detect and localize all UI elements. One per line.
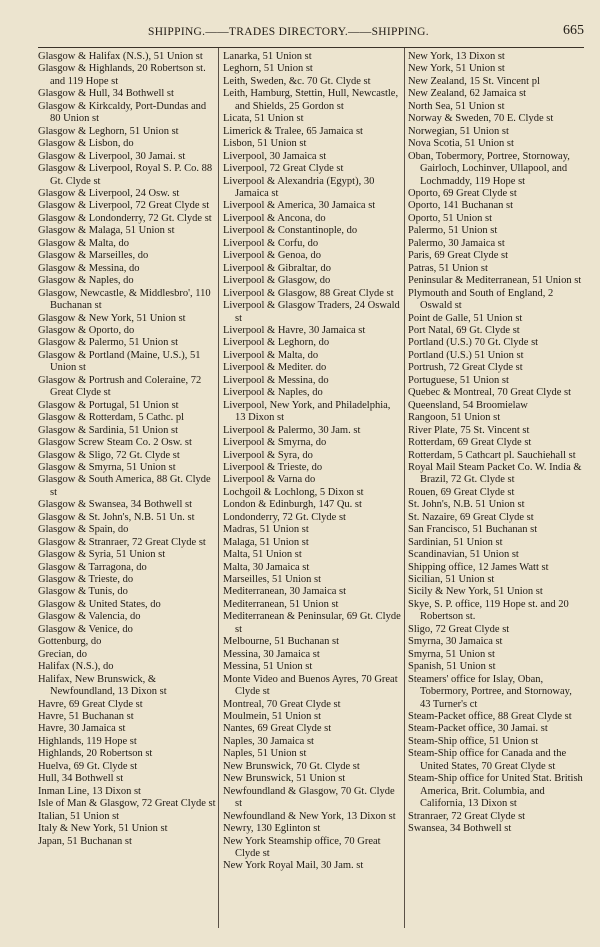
directory-column-2 bbox=[223, 51, 401, 931]
directory-entry: Newfoundland & New York, 13 Dixon st bbox=[223, 810, 396, 822]
directory-entry: Glasgow & Sardinia, 51 Union st bbox=[38, 424, 178, 436]
directory-entry: Glasgow & Palermo, 51 Union st bbox=[38, 337, 178, 349]
directory-entry: Huelva, 69 Gt. Clyde st bbox=[38, 760, 138, 772]
directory-entry: Liverpool & Gibraltar, do bbox=[223, 262, 332, 274]
directory-entry: Glasgow & St. John's, N.B. 51 Un. st bbox=[38, 511, 195, 523]
header-rule bbox=[38, 47, 584, 48]
directory-entry: Liverpool, New York, and Philadelphia, 13 Dixon st bbox=[223, 399, 391, 424]
directory-entry: Liverpool, 30 Jamaica st bbox=[223, 150, 327, 162]
directory-entry: Highlands, 119 Hope st bbox=[38, 735, 137, 747]
directory-entry: Liverpool & Trieste, do bbox=[223, 461, 323, 473]
directory-entry: Nova Scotia, 51 Union st bbox=[408, 138, 514, 150]
directory-entry: Halifax, New Brunswick, & Newfoundland, 13 Dixon st bbox=[38, 673, 167, 698]
directory-entry: Palermo, 30 Jamaica st bbox=[408, 237, 505, 249]
directory-entry: Glasgow & Tunis, do bbox=[38, 586, 128, 598]
directory-entry: Steam-Ship office for Canada and the United States, 70 Great Clyde st bbox=[408, 748, 567, 772]
directory-entry: Glasgow & Sligo, 72 Gt. Clyde st bbox=[38, 449, 180, 461]
directory-entry: Glasgow & South America, 88 Gt. Clyde st bbox=[38, 474, 211, 498]
directory-entry: Lochgoil & Lochlong, 5 Dixon st bbox=[223, 486, 364, 498]
directory-entry: New Brunswick, 51 Union st bbox=[223, 773, 346, 785]
directory-entry: Portland (U.S.) 51 Union st bbox=[408, 349, 524, 361]
directory-entry: Oban, Tobermory, Portree, Stornoway, Gairloch, Lochinver, Ullapool, and Lochmaddy, 119 Hope st bbox=[408, 150, 570, 187]
directory-entry: Glasgow & Halifax (N.S.), 51 Union st bbox=[38, 51, 203, 62]
directory-entry: Liverpool & Malta, do bbox=[223, 349, 319, 361]
directory-entry: Liverpool & Smyrna, do bbox=[223, 437, 327, 449]
directory-entry: Paris, 69 Great Clyde st bbox=[408, 250, 509, 262]
directory-entry: Melbourne, 51 Buchanan st bbox=[223, 636, 340, 648]
directory-entry: Messina, 51 Union st bbox=[223, 661, 313, 673]
directory-entry: Portland (U.S.) 70 Gt. Clyde st bbox=[408, 337, 539, 349]
directory-entry: New York Steamship office, 70 Great Clyde st bbox=[223, 835, 381, 859]
directory-entry: Glasgow & Trieste, do bbox=[38, 574, 134, 586]
directory-entry: Licata, 51 Union st bbox=[223, 113, 304, 125]
directory-entry: Smyrna, 30 Jamaica st bbox=[408, 636, 503, 648]
directory-entry: Highlands, 20 Robertson st bbox=[38, 748, 153, 760]
directory-entry: Japan, 51 Buchanan st bbox=[38, 835, 132, 847]
directory-entry: New Zealand, 62 Jamaica st bbox=[408, 88, 527, 100]
directory-entry: Liverpool & Corfu, do bbox=[223, 237, 319, 249]
directory-entry: St. John's, N.B. 51 Union st bbox=[408, 499, 525, 511]
directory-entry: New Zealand, 15 St. Vincent pl bbox=[408, 75, 540, 87]
directory-entry: Quebec & Montreal, 70 Great Clyde st bbox=[408, 387, 571, 399]
directory-entry: Queensland, 54 Broomielaw bbox=[408, 399, 528, 411]
directory-entry: Glasgow & Oporto, do bbox=[38, 324, 135, 336]
directory-entry: Leith, Sweden, &c. 70 Gt. Clyde st bbox=[223, 75, 371, 87]
directory-entry: Lisbon, 51 Union st bbox=[223, 138, 307, 150]
directory-entry: Rotterdam, 5 Cathcart pl. Sauchiehall st bbox=[408, 449, 576, 461]
directory-entry: Nantes, 69 Great Clyde st bbox=[223, 723, 332, 735]
directory-entry: Mediterranean, 51 Union st bbox=[223, 598, 339, 610]
directory-entry: Glasgow & Venice, do bbox=[38, 623, 133, 635]
directory-entry: Portuguese, 51 Union st bbox=[408, 374, 509, 386]
directory-entry: New York, 51 Union st bbox=[408, 63, 505, 75]
directory-entry: Monte Video and Buenos Ayres, 70 Great Clyde st bbox=[223, 673, 398, 698]
directory-entry: Patras, 51 Union st bbox=[408, 262, 488, 274]
directory-entry: Liverpool & America, 30 Jamaica st bbox=[223, 200, 376, 212]
directory-entry: Skye, S. P. office, 119 Hope st. and 20 Robertson st. bbox=[408, 598, 569, 623]
directory-entry: Glasgow & Rotterdam, 5 Cathc. pl bbox=[38, 412, 185, 424]
directory-entry: Glasgow & Swansea, 34 Bothwell st bbox=[38, 499, 192, 511]
directory-entry: Liverpool & Messina, do bbox=[223, 374, 329, 386]
directory-entry: Steam-Packet office, 30 Jamai. st bbox=[408, 723, 548, 735]
directory-entry: Liverpool & Genoa, do bbox=[223, 250, 321, 262]
directory-entry: Leghorn, 51 Union st bbox=[223, 63, 313, 75]
directory-entry: Steam-Ship office, 51 Union st bbox=[408, 735, 539, 747]
directory-entry: Smyrna, 51 Union st bbox=[408, 648, 495, 660]
running-header bbox=[38, 24, 584, 42]
directory-entry: Glasgow & Marseilles, do bbox=[38, 250, 149, 262]
directory-entry: Madras, 51 Union st bbox=[223, 524, 309, 536]
directory-entry: Swansea, 34 Bothwell st bbox=[408, 823, 512, 835]
directory-entry: Liverpool & Constantinople, do bbox=[223, 225, 358, 237]
directory-entry: Steam-Packet office, 88 Great Clyde st bbox=[408, 711, 572, 723]
directory-entry: Stranraer, 72 Great Clyde st bbox=[408, 810, 526, 822]
directory-entry: Glasgow & Portugal, 51 Union st bbox=[38, 399, 179, 411]
directory-entry: Glasgow & Liverpool, Royal S. P. Co. 88 Gt. Clyde st bbox=[38, 163, 213, 187]
directory-entry: Malta, 30 Jamaica st bbox=[223, 561, 310, 573]
directory-entry: Gottenburg, do bbox=[38, 636, 102, 648]
directory-entry: Liverpool & Palermo, 30 Jam. st bbox=[223, 424, 361, 436]
directory-entry: Malaga, 51 Union st bbox=[223, 536, 309, 548]
directory-entry: Oporto, 141 Buchanan st bbox=[408, 200, 513, 212]
directory-entry: Royal Mail Steam Packet Co. W. India & Brazil, 72 Gt. Clyde st bbox=[408, 461, 582, 486]
directory-entry: Glasgow & New York, 51 Union st bbox=[38, 312, 186, 324]
directory-entry: Norway & Sweden, 70 E. Clyde st bbox=[408, 113, 554, 125]
directory-entry: Oporto, 51 Union st bbox=[408, 212, 492, 224]
directory-entry: Glasgow & Leghorn, 51 Union st bbox=[38, 125, 179, 137]
directory-entry: Glasgow & Londonderry, 72 Gt. Clyde st bbox=[38, 212, 212, 224]
directory-entry: Glasgow & Naples, do bbox=[38, 275, 134, 287]
directory-entry: Glasgow & Messina, do bbox=[38, 262, 140, 274]
directory-entry: Glasgow & Spain, do bbox=[38, 524, 129, 536]
directory-entry: Glasgow & Kirkcaldy, Port-Dundas and 80 Union st bbox=[38, 100, 207, 125]
directory-entry: Norwegian, 51 Union st bbox=[408, 125, 509, 137]
directory-entry: Glasgow & Stranraer, 72 Great Clyde st bbox=[38, 536, 206, 548]
directory-entry: Liverpool & Alexandria (Egypt), 30 Jamaica st bbox=[223, 175, 375, 199]
directory-entry: Moulmein, 51 Union st bbox=[223, 711, 322, 723]
directory-entry: Isle of Man & Glasgow, 72 Great Clyde st bbox=[38, 798, 216, 810]
directory-entry: Naples, 30 Jamaica st bbox=[223, 735, 314, 747]
directory-entry: Liverpool & Glasgow, do bbox=[223, 275, 331, 287]
directory-entry: Glasgow & Smyrna, 51 Union st bbox=[38, 461, 176, 473]
directory-entry: Hull, 34 Bothwell st bbox=[38, 773, 124, 785]
page-title: SHIPPING.——TRADES DIRECTORY.——SHIPPING. bbox=[148, 26, 429, 38]
column-divider bbox=[404, 48, 405, 928]
directory-entry: Plymouth and South of England, 2 Oswald st bbox=[408, 287, 554, 312]
directory-entry: Peninsular & Mediterranean, 51 Union st bbox=[408, 275, 582, 287]
directory-entry: Sicily & New York, 51 Union st bbox=[408, 586, 543, 598]
directory-entry: Spanish, 51 Union st bbox=[408, 661, 496, 673]
directory-entry: Port Natal, 69 Gt. Clyde st bbox=[408, 324, 520, 336]
directory-entry: Londonderry, 72 Gt. Clyde st bbox=[223, 511, 346, 523]
directory-entry: Newry, 130 Eglinton st bbox=[223, 823, 321, 835]
directory-entry: Malta, 51 Union st bbox=[223, 549, 302, 561]
directory-entry: Glasgow & Portrush and Coleraine, 72 Great Clyde st bbox=[38, 374, 202, 399]
directory-entry: Scandinavian, 51 Union st bbox=[408, 549, 519, 561]
directory-entry: North Sea, 51 Union st bbox=[408, 100, 505, 112]
directory-entry: Shipping office, 12 James Watt st bbox=[408, 561, 549, 573]
directory-entry: Liverpool & Varna do bbox=[223, 474, 316, 486]
directory-column-1 bbox=[38, 51, 216, 931]
directory-entry: San Francisco, 51 Buchanan st bbox=[408, 524, 538, 536]
directory-entry: Montreal, 70 Great Clyde st bbox=[223, 698, 341, 710]
directory-entry: Rangoon, 51 Union st bbox=[408, 412, 501, 424]
directory-entry: Grecian, do bbox=[38, 648, 87, 660]
directory-entry: Glasgow & Hull, 34 Bothwell st bbox=[38, 88, 174, 100]
directory-entry: Palermo, 51 Union st bbox=[408, 225, 498, 237]
directory-entry: Havre, 69 Great Clyde st bbox=[38, 698, 143, 710]
directory-entry: Glasgow & Malta, do bbox=[38, 237, 129, 249]
directory-entry: Mediterranean & Peninsular, 69 Gt. Clyde st bbox=[223, 611, 401, 635]
directory-entry: Sicilian, 51 Union st bbox=[408, 574, 495, 586]
column-divider bbox=[218, 48, 219, 928]
directory-entry: Havre, 51 Buchanan st bbox=[38, 711, 134, 723]
directory-entry: Glasgow & Liverpool, 72 Great Clyde st bbox=[38, 200, 210, 212]
directory-entry: Glasgow & United States, do bbox=[38, 598, 161, 610]
directory-entry: Glasgow & Malaga, 51 Union st bbox=[38, 225, 175, 237]
directory-entry: New York Royal Mail, 30 Jam. st bbox=[223, 860, 364, 872]
directory-entry: Newfoundland & Glasgow, 70 Gt. Clyde st bbox=[223, 785, 395, 810]
directory-entry: Liverpool & Ancona, do bbox=[223, 212, 326, 224]
page-number: 665 bbox=[563, 23, 584, 38]
directory-entry: Liverpool & Glasgow Traders, 24 Oswald st bbox=[223, 300, 400, 324]
directory-entry: Glasgow Screw Steam Co. 2 Osw. st bbox=[38, 437, 192, 449]
directory-entry: Glasgow & Syria, 51 Union st bbox=[38, 549, 166, 561]
directory-entry: Glasgow & Valencia, do bbox=[38, 611, 141, 623]
directory-entry: Halifax (N.S.), do bbox=[38, 661, 114, 673]
directory-entry: Rouen, 69 Great Clyde st bbox=[408, 486, 515, 498]
directory-entry: Leith, Hamburg, Stettin, Hull, Newcastle, and Shields, 25 Gordon st bbox=[223, 88, 399, 112]
directory-entry: Glasgow & Liverpool, 24 Osw. st bbox=[38, 187, 180, 199]
directory-column-3 bbox=[408, 51, 584, 931]
directory-entry: Havre, 30 Jamaica st bbox=[38, 723, 126, 735]
directory-entry: Portrush, 72 Great Clyde st bbox=[408, 362, 523, 374]
directory-entry: Marseilles, 51 Union st bbox=[223, 574, 321, 586]
directory-entry: Liverpool, 72 Great Clyde st bbox=[223, 163, 344, 175]
directory-entry: Glasgow & Highlands, 20 Robertson st. and 119 Hope st bbox=[38, 63, 206, 87]
directory-entry: Steamers' office for Islay, Oban, Tobermory, Portree, and Stornoway, 43 Turner's ct bbox=[408, 673, 572, 710]
directory-entry: Naples, 51 Union st bbox=[223, 748, 307, 760]
directory-entry: Liverpool & Syra, do bbox=[223, 449, 313, 461]
directory-entry: Lanarka, 51 Union st bbox=[223, 51, 312, 62]
directory-entry: Rotterdam, 69 Great Clyde st bbox=[408, 437, 532, 449]
directory-entry: Mediterranean, 30 Jamaica st bbox=[223, 586, 347, 598]
directory-entry: River Plate, 75 St. Vincent st bbox=[408, 424, 530, 436]
directory-entry: Inman Line, 13 Dixon st bbox=[38, 785, 141, 797]
directory-entry: Liverpool & Naples, do bbox=[223, 387, 323, 399]
directory-entry: Steam-Ship office for United Stat. British America, Brit. Columbia, and California, 13 Dixon st bbox=[408, 773, 583, 810]
directory-entry: Limerick & Tralee, 65 Jamaica st bbox=[223, 125, 363, 137]
directory-entry: Glasgow & Tarragona, do bbox=[38, 561, 147, 573]
directory-entry: New York, 13 Dixon st bbox=[408, 51, 505, 62]
directory-entry: Glasgow & Liverpool, 30 Jamai. st bbox=[38, 150, 186, 162]
directory-entry: Glasgow, Newcastle, & Middlesbro', 110 Buchanan st bbox=[38, 287, 211, 312]
directory-entry: Glasgow & Lisbon, do bbox=[38, 138, 134, 150]
directory-entry: Sligo, 72 Great Clyde st bbox=[408, 623, 510, 635]
directory-entry: Point de Galle, 51 Union st bbox=[408, 312, 523, 324]
directory-entry: St. Nazaire, 69 Great Clyde st bbox=[408, 511, 534, 523]
directory-entry: Oporto, 69 Great Clyde st bbox=[408, 187, 517, 199]
directory-entry: Liverpool & Mediter. do bbox=[223, 362, 327, 374]
directory-entry: London & Edinburgh, 147 Qu. st bbox=[223, 499, 362, 511]
directory-entry: Liverpool & Leghorn, do bbox=[223, 337, 330, 349]
directory-entry: Liverpool & Glasgow, 88 Great Clyde st bbox=[223, 287, 394, 299]
directory-entry: Messina, 30 Jamaica st bbox=[223, 648, 320, 660]
directory-entry: Italy & New York, 51 Union st bbox=[38, 823, 168, 835]
directory-entry: Liverpool & Havre, 30 Jamaica st bbox=[223, 324, 366, 336]
directory-entry: Glasgow & Portland (Maine, U.S.), 51 Union st bbox=[38, 349, 201, 374]
directory-entry: New Brunswick, 70 Gt. Clyde st bbox=[223, 760, 360, 772]
directory-entry: Italian, 51 Union st bbox=[38, 810, 120, 822]
directory-entry: Sardinian, 51 Union st bbox=[408, 536, 503, 548]
